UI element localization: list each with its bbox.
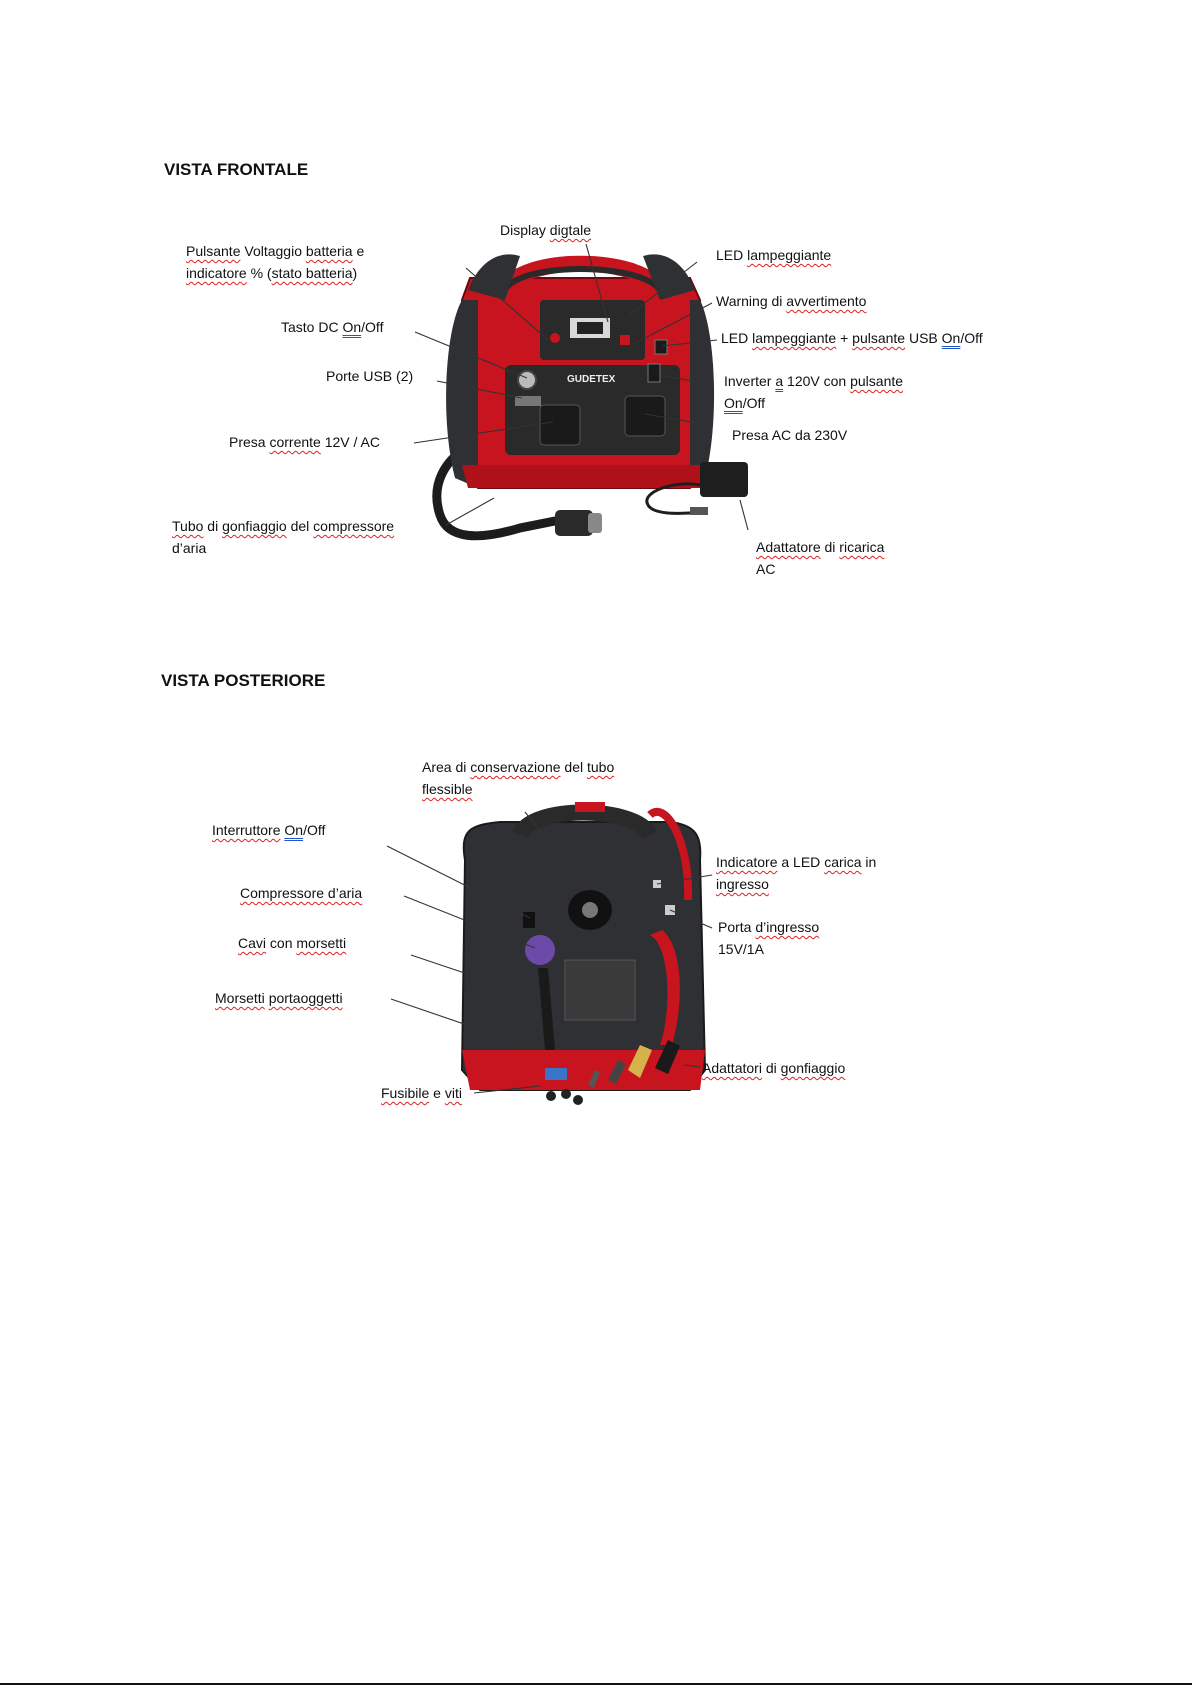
brand-text: GUDETEX — [567, 374, 616, 385]
label-input-port: Porta d’ingresso 15V/1A — [718, 919, 820, 957]
label-digital-display: Display digtale — [500, 222, 592, 238]
label-ac-socket: Presa AC da 230V — [732, 427, 848, 443]
label-air-compressor: Compressore d’aria — [240, 885, 363, 901]
label-ac-charger: Adattatore di ricarica AC — [756, 539, 885, 577]
label-inverter: Inverter a 120V con pulsante On/Off — [724, 373, 904, 411]
label-charge-indicator: Indicatore a LED carica in ingresso — [716, 854, 877, 892]
label-power-switch: Interruttore On/Off — [212, 822, 326, 838]
label-clamp-cables: Cavi con morsetti — [238, 935, 347, 951]
label-led-usb-button: LED lampeggiante + pulsante USB On/Off — [721, 330, 983, 346]
label-hose-storage: Area di conservazione del tubo flessible — [422, 759, 615, 797]
label-clamp-holders: Morsetti portaoggetti — [215, 990, 343, 1006]
label-flashing-led: LED lampeggiante — [716, 247, 832, 263]
label-inflation-hose: Tubo di gonfiaggio del compressore d’aria — [172, 518, 395, 556]
label-inflation-adapters: Adattatori di gonfiaggio — [702, 1060, 846, 1076]
label-fuse-screws: Fusibile e viti — [381, 1085, 462, 1101]
label-warning: Warning di avvertimento — [716, 293, 867, 309]
rear-view-heading: VISTA POSTERIORE — [161, 671, 326, 690]
label-battery-voltage-button: Pulsante Voltaggio batteria e indicatore % (stato batteria) — [186, 243, 365, 281]
label-usb-ports: Porte USB (2) — [326, 368, 414, 384]
label-dc-button: Tasto DC On/Off — [281, 319, 384, 335]
label-power-socket: Presa corrente 12V / AC — [229, 434, 380, 450]
front-view-heading: VISTA FRONTALE — [164, 160, 309, 179]
